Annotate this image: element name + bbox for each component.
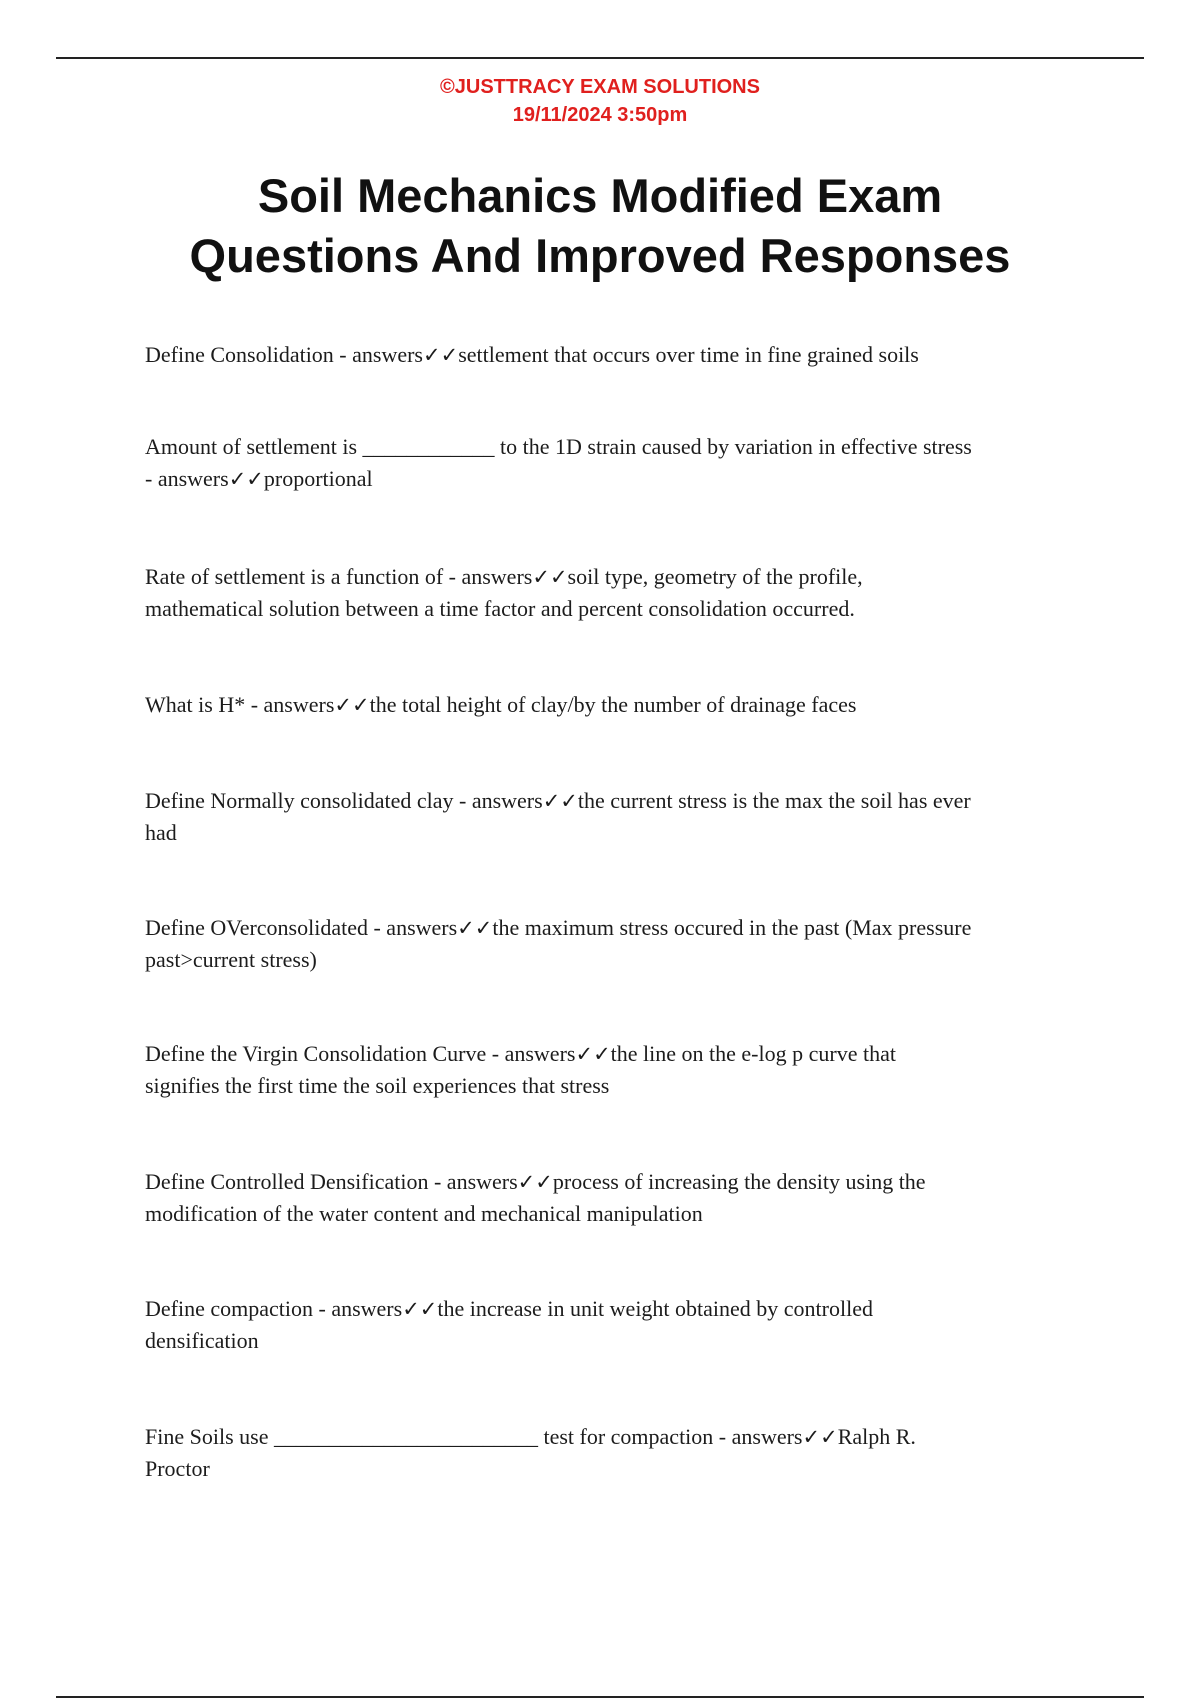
qa-line: [145, 431, 1085, 463]
qa-line: [145, 1325, 1085, 1357]
qa-item: [145, 1166, 1085, 1230]
qa-item: [145, 431, 1085, 495]
qa-text: Define Controlled Densification - answers: [145, 1169, 518, 1194]
answer-text: process of increasing the density using the: [552, 1169, 926, 1194]
qa-text: had: [145, 820, 177, 845]
qa-item: [145, 1293, 1085, 1357]
qa-item: [145, 912, 1085, 976]
qa-line: [145, 463, 1085, 495]
qa-text: Define Consolidation - answers: [145, 342, 423, 367]
qa-line: [145, 1038, 1085, 1070]
title-line-1: Soil Mechanics Modified Exam: [257, 169, 943, 222]
bottom-rule: [56, 1696, 1144, 1698]
answer-text: the increase in unit weight obtained by controlled: [437, 1296, 873, 1321]
answer-text: settlement that occurs over time in fine grained soils: [458, 342, 919, 367]
qa-line: [145, 689, 1085, 721]
qa-line: [145, 1453, 1085, 1485]
qa-text: mathematical solution between a time factor and percent consolidation occurred.: [145, 596, 855, 621]
qa-text: Proctor: [145, 1456, 210, 1481]
qa-item: [145, 1038, 1085, 1102]
answer-text: Ralph R.: [837, 1424, 916, 1449]
answer-text: the total height of clay/by the number of drainage faces: [369, 692, 857, 717]
qa-text: Amount of settlement is ____________ to the 1D strain caused by variation in effective stress: [145, 434, 972, 459]
qa-text: signifies the first time the soil experiences that stress: [145, 1073, 610, 1098]
qa-item: [145, 785, 1085, 849]
check-mark-icon: ✓✓: [423, 343, 459, 367]
qa-text: Rate of settlement is a function of - answers: [145, 564, 533, 589]
qa-text: What is H* - answers: [145, 692, 335, 717]
qa-line: [145, 1421, 1085, 1453]
qa-item: [145, 689, 1085, 721]
check-mark-icon: ✓✓: [402, 1297, 438, 1321]
timestamp-text: 19/11/2024 3:50pm: [512, 104, 688, 126]
check-mark-icon: ✓✓: [457, 916, 493, 940]
check-mark-icon: ✓✓: [542, 789, 578, 813]
answer-text: the current stress is the max the soil has ever: [577, 788, 971, 813]
check-mark-icon: ✓✓: [334, 693, 370, 717]
qa-line: [145, 593, 1085, 625]
check-mark-icon: ✓✓: [517, 1170, 553, 1194]
qa-line: [145, 339, 1085, 371]
qa-item: [145, 1421, 1085, 1485]
qa-text: Fine Soils use ________________________ test for compaction - answers: [145, 1424, 803, 1449]
check-mark-icon: ✓✓: [228, 467, 264, 491]
qa-line: [145, 561, 1085, 593]
answer-text: the line on the e-log p curve that: [610, 1041, 896, 1066]
qa-line: [145, 817, 1085, 849]
qa-text: past>current stress): [145, 947, 317, 972]
check-mark-icon: ✓✓: [575, 1042, 611, 1066]
qa-line: [145, 912, 1085, 944]
qa-text: - answers: [145, 466, 229, 491]
qa-text: Define Normally consolidated clay - answers: [145, 788, 543, 813]
answer-text: soil type, geometry of the profile,: [567, 564, 863, 589]
qa-text: Define OVerconsolidated - answers: [145, 915, 458, 940]
check-mark-icon: ✓✓: [532, 565, 568, 589]
qa-text: Define compaction - answers: [145, 1296, 403, 1321]
qa-text: modification of the water content and mechanical manipulation: [145, 1201, 703, 1226]
qa-item: [145, 339, 1085, 371]
qa-line: [145, 944, 1085, 976]
qa-line: [145, 785, 1085, 817]
qa-text: Define the Virgin Consolidation Curve - answers: [145, 1041, 576, 1066]
answer-text: the maximum stress occured in the past (Max pressure: [492, 915, 972, 940]
qa-line: [145, 1070, 1085, 1102]
answer-text: proportional: [263, 466, 373, 491]
brand-text: ©JUSTTRACY EXAM SOLUTIONS: [440, 76, 760, 98]
qa-item: [145, 561, 1085, 625]
qa-line: [145, 1293, 1085, 1325]
qa-line: [145, 1166, 1085, 1198]
title-line-2: Questions And Improved Responses: [189, 229, 1011, 282]
check-mark-icon: ✓✓: [802, 1425, 838, 1449]
qa-line: [145, 1198, 1085, 1230]
page-title: [0, 166, 1200, 286]
header-block: [0, 73, 1200, 129]
qa-text: densification: [145, 1328, 259, 1353]
top-rule: [56, 57, 1144, 59]
